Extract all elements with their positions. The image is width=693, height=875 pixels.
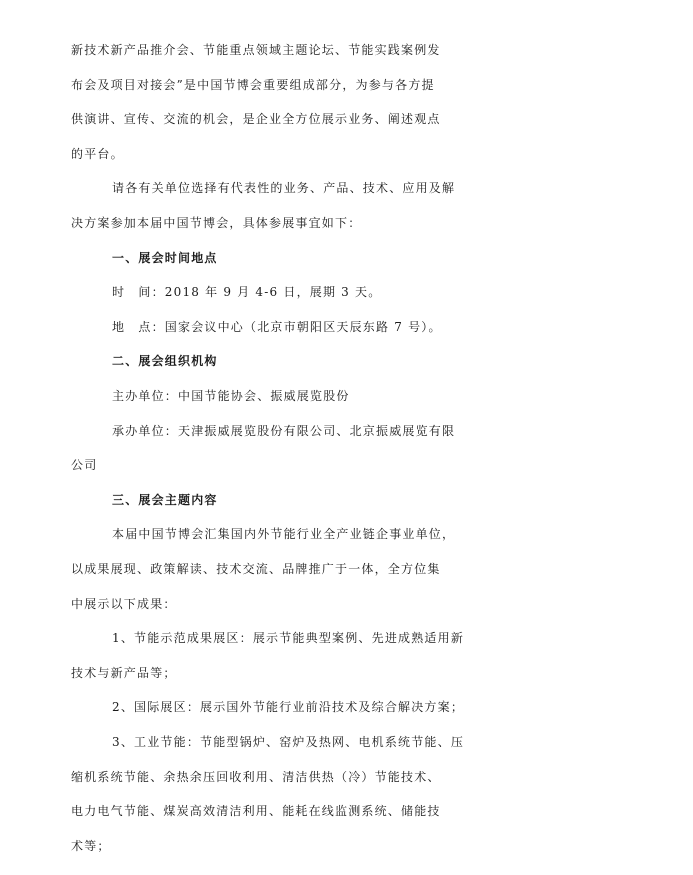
list-item-1: 1、节能示范成果展区：展示节能典型案例、先进成熟适用新 bbox=[112, 631, 465, 646]
paragraph-line: 的平台。 bbox=[71, 146, 124, 161]
list-item-1-continued: 技术与新产品等； bbox=[71, 665, 177, 680]
list-item-3-continued: 缩机系统节能、余热余压回收利用、清洁供热（冷）节能技术、 bbox=[71, 769, 441, 784]
section-heading-theme: 三、展会主题内容 bbox=[112, 492, 218, 507]
list-item-3-continued: 电力电气节能、煤炭高效清洁利用、能耗在线监测系统、储能技 bbox=[71, 804, 441, 819]
section-heading-organizers: 二、展会组织机构 bbox=[112, 354, 218, 369]
paragraph-line: 本届中国节博会汇集国内外节能行业全产业链企事业单位， bbox=[112, 527, 456, 542]
section-heading-time-location: 一、展会时间地点 bbox=[112, 250, 218, 265]
paragraph-line: 新技术新产品推介会、节能重点领域主题论坛、节能实践案例发 bbox=[71, 43, 441, 57]
paragraph-line: 请各有关单位选择有代表性的业务、产品、技术、应用及解 bbox=[112, 181, 456, 196]
list-item-3-continued: 术等； bbox=[71, 838, 111, 853]
co-organizer: 承办单位：天津振威展览股份有限公司、北京振威展览有限 bbox=[112, 423, 456, 438]
co-organizer-continued: 公司 bbox=[71, 458, 98, 473]
exhibition-location: 地 点：国家会议中心（北京市朝阳区天辰东路 7 号）。 bbox=[112, 319, 442, 334]
paragraph-line: 中展示以下成果： bbox=[71, 596, 177, 611]
paragraph-line: 布会及项目对接会”是中国节博会重要组成部分，为参与各方提 bbox=[71, 77, 435, 92]
paragraph-line: 以成果展现、政策解读、技术交流、品牌推广于一体，全方位集 bbox=[71, 562, 441, 576]
exhibition-time: 时 间：2018 年 9 月 4-6 日，展期 3 天。 bbox=[112, 285, 382, 300]
paragraph-line: 决方案参加本届中国节博会，具体参展事宜如下： bbox=[71, 216, 362, 230]
host-organizer: 主办单位：中国节能协会、振威展览股份 bbox=[112, 389, 350, 403]
list-item-3: 3、工业节能：节能型锅炉、窑炉及热网、电机系统节能、压 bbox=[112, 735, 465, 749]
list-item-2: 2、国际展区：展示国外节能行业前沿技术及综合解决方案； bbox=[112, 700, 465, 715]
paragraph-line: 供演讲、宣传、交流的机会，是企业全方位展示业务、阐述观点 bbox=[71, 112, 441, 127]
